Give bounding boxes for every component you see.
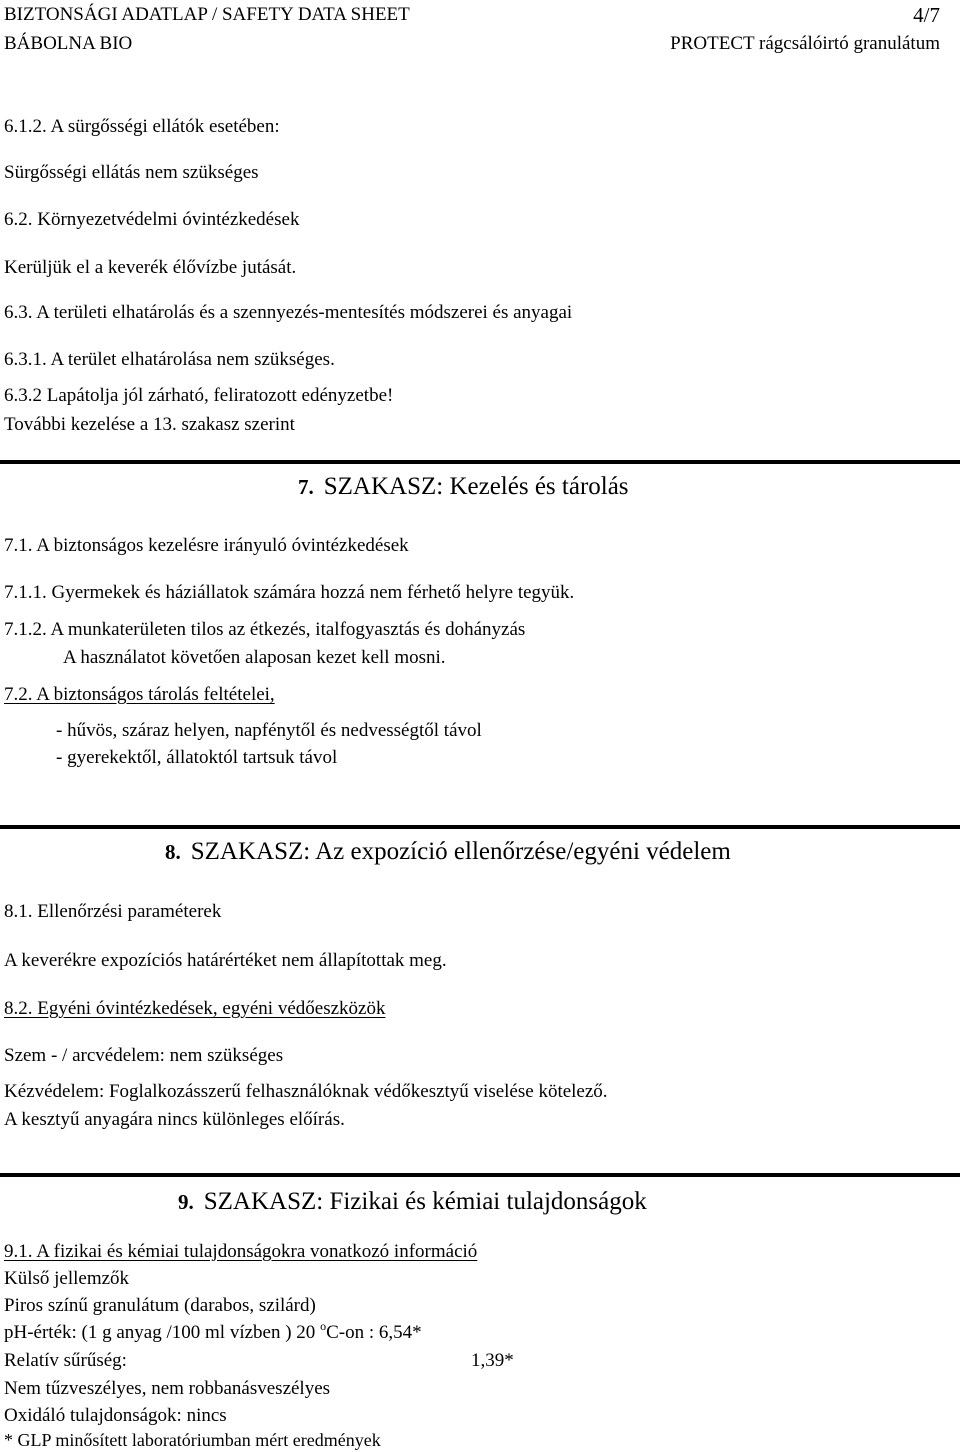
section-8-title: SZAKASZ: Az expozíció ellenőrzése/egyéni védelem (190, 838, 731, 865)
section-7-title: SZAKASZ: Kezelés és tárolás (323, 473, 629, 500)
section-7-heading (298, 474, 629, 499)
page-number: 4/7 (913, 3, 940, 27)
section-8-rule (0, 825, 960, 829)
footnote: * GLP minősített laboratóriumban mért eredmények (4, 1430, 381, 1450)
s9-line-5: Nem tűzveszélyes, nem robbanásveszélyes (4, 1378, 331, 1399)
header-title: BIZTONSÁGI ADATLAP / SAFETY DATA SHEET (4, 4, 410, 25)
s7-line-7: - gyerekektől, állatoktól tartsuk távol (56, 747, 338, 768)
s7-line-4: A használatot követően alaposan kezet kell mosni. (63, 647, 446, 668)
density-value: 1,39* (471, 1350, 514, 1371)
section-9-rule (0, 1173, 960, 1177)
s6-line-8: További kezelése a 13. szakasz szerint (4, 414, 295, 435)
s7-line-1: 7.1. A biztonságos kezelésre irányuló óvintézkedések (4, 535, 409, 556)
section-9-number: 9. (178, 1190, 194, 1214)
ph-prefix: pH-érték: (1 g anyag /100 ml vízben ) 20 (4, 1322, 321, 1343)
header-company: BÁBOLNA BIO (4, 33, 133, 54)
s8-line-4: Szem - / arcvédelem: nem szükséges (4, 1045, 284, 1066)
s6-line-7: 6.3.2 Lapátolja jól zárható, feliratozott edényzetbe! (4, 385, 394, 406)
s6-line-5: 6.3. A területi elhatárolás és a szennyezés-mentesítés módszerei és anyagai (4, 302, 573, 323)
s7-line-3: 7.1.2. A munkaterületen tilos az étkezés, italfogyasztás és dohányzás (4, 619, 526, 640)
s7-line-2: 7.1.1. Gyermekek és háziállatok számára hozzá nem férhető helyre tegyük. (4, 582, 575, 603)
section-8-heading (165, 839, 731, 864)
density-label: Relatív sűrűség: (4, 1350, 127, 1371)
s9-line-1: 9.1. A fizikai és kémiai tulajdonságokra vonatkozó információ (4, 1241, 478, 1262)
s9-line-2: Külső jellemzők (4, 1268, 130, 1289)
section-7-rule (0, 460, 960, 464)
section-9-heading (178, 1189, 647, 1214)
header-product: PROTECT rágcsálóirtó granulátum (670, 33, 940, 54)
s9-ph-line (4, 1319, 422, 1343)
s6-line-3: 6.2. Környezetvédelmi óvintézkedések (4, 209, 300, 230)
section-7-number: 7. (298, 475, 314, 499)
s7-line-5: 7.2. A biztonságos tárolás feltételei, (4, 684, 275, 705)
s8-line-1: 8.1. Ellenőrzési paraméterek (4, 901, 222, 922)
s8-line-6: A kesztyű anyagára nincs különleges előírás. (4, 1109, 345, 1130)
ph-suffix: C-on : 6,54* (326, 1322, 422, 1343)
s7-line-6: - hűvös, száraz helyen, napfénytől és nedvességtől távol (56, 720, 482, 741)
degree-sup: o (320, 1319, 327, 1333)
s9-line-6: Oxidáló tulajdonságok: nincs (4, 1405, 227, 1426)
s8-line-5: Kézvédelem: Foglalkozásszerű felhasználóknak védőkesztyű viselése kötelező. (4, 1081, 608, 1102)
s6-line-4: Kerüljük el a keverék élővízbe jutását. (4, 257, 297, 278)
section-9-title: SZAKASZ: Fizikai és kémiai tulajdonságok (203, 1188, 647, 1215)
s6-line-6: 6.3.1. A terület elhatárolása nem szükséges. (4, 349, 335, 370)
s9-line-3: Piros színű granulátum (darabos, szilárd) (4, 1295, 316, 1316)
s8-line-2: A keverékre expozíciós határértéket nem állapítottak meg. (4, 950, 447, 971)
section-8-number: 8. (165, 840, 181, 864)
s6-line-2: Sürgősségi ellátás nem szükséges (4, 162, 259, 183)
s8-line-3: 8.2. Egyéni óvintézkedések, egyéni védőeszközök (4, 998, 386, 1019)
s6-line-1: 6.1.2. A sürgősségi ellátók esetében: (4, 116, 280, 137)
